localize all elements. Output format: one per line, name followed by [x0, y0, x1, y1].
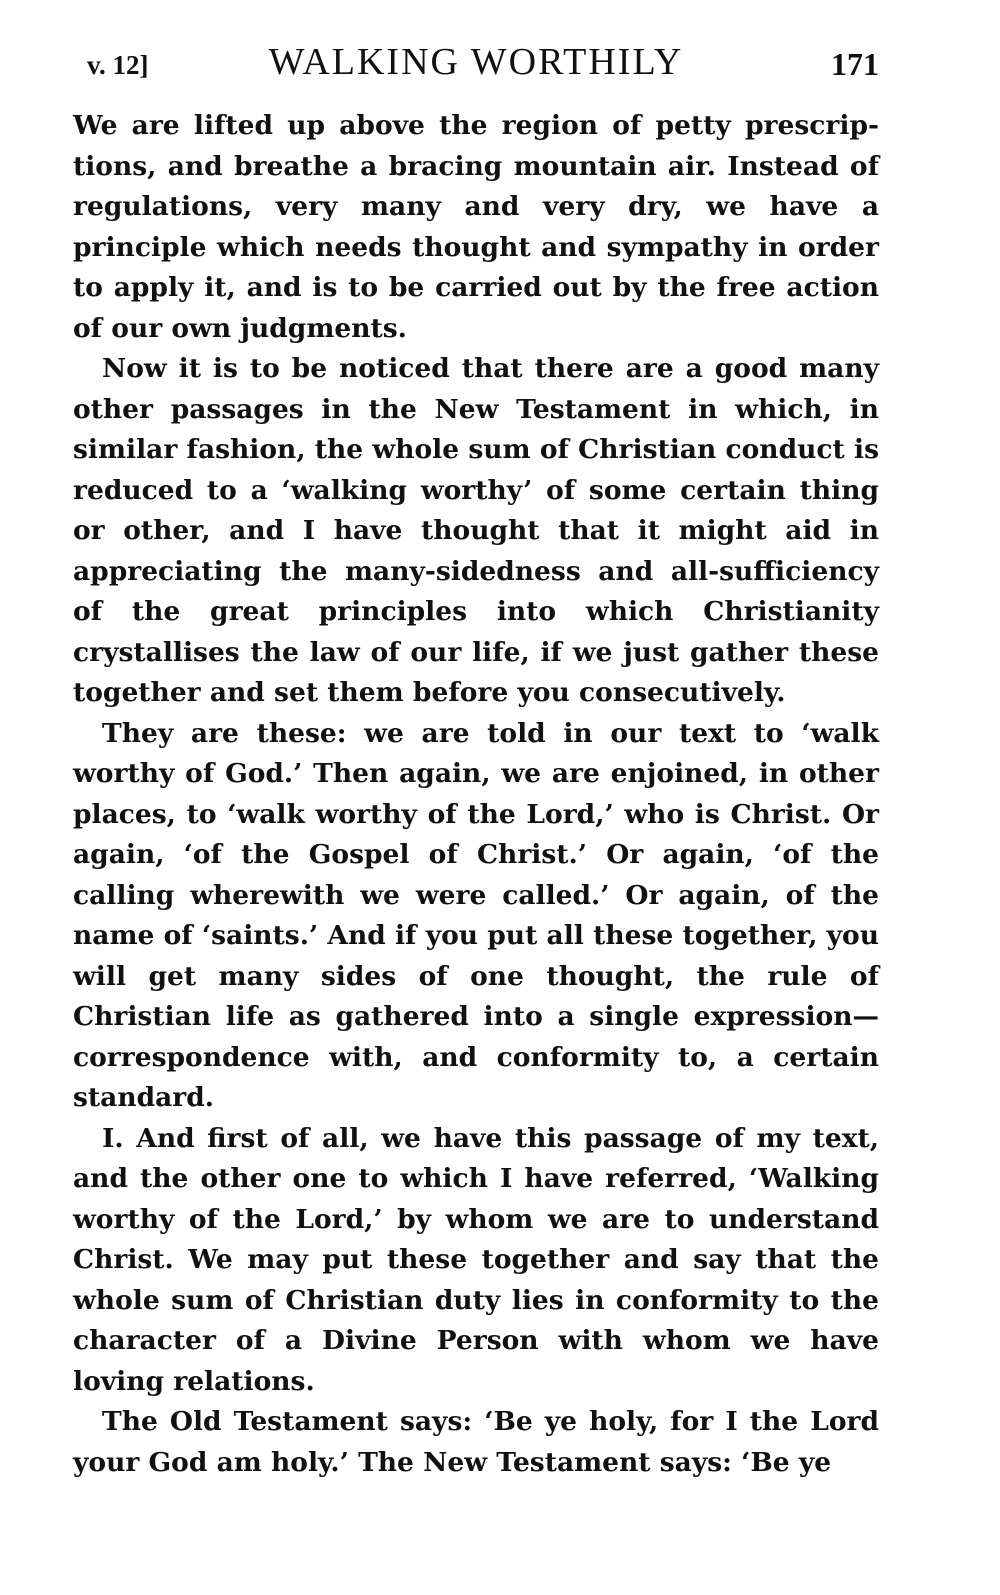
page-number: 171 — [831, 46, 879, 82]
section-reference: v. 12] — [87, 50, 149, 80]
paragraph-2: Now it is to be noticed that there are a good many other passages in the New Testament in which, in similar fashion, the whole sum of Christian conduct is reduced to a ‘walking worthy’ of some certain thing or other, and I have thought that it might aid in appreciating the many-sidedness and all-sufficiency of the great principles into which Christianity crystallises the law of our life, if we just gather these together and set them before you consecutively. — [73, 353, 879, 708]
paragraph-3: They are these: we are told in our text to ‘walk worthy of God.’ Then again, we are enjoined, in other places, to ‘walk worthy of the Lord,’ who is Christ. Or again, ‘of the Gospel of Christ.’ Or again, ‘of the calling wherewith we were called.’ Or again, of the name of ‘saints.’ And if you put all these together, you will get many sides of one thought, the rule of Christian life as gathered into a single expression—correspondence with, and conformity to, a certain standard. — [73, 717, 879, 1113]
book-page — [73, 40, 879, 1483]
paragraph-1: We are lifted up above the region of petty prescriptions, and breathe a bracing mountain air. Instead of regulations, very many and very dry, we have a principle which needs thought and sympathy in order to apply it, and is to be carried out by the free action of our own judgments. — [73, 110, 879, 344]
body-text — [73, 106, 879, 1483]
page-title: WALKING WORTHILY — [268, 41, 684, 83]
running-head — [73, 40, 879, 90]
paragraph-5: The Old Testament says: ‘Be ye holy, for I the Lord your God am holy.’ The New Testament says: ‘Be ye — [73, 1406, 879, 1478]
paragraph-4: I. And first of all, we have this passage of my text, and the other one to which I have referred, ‘Walking worthy of the Lord,’ by whom we are to understand Christ. We may put these together and say that the whole sum of Christian duty lies in conformity to the character of a Divine Person with whom we have loving relations. — [73, 1122, 879, 1397]
